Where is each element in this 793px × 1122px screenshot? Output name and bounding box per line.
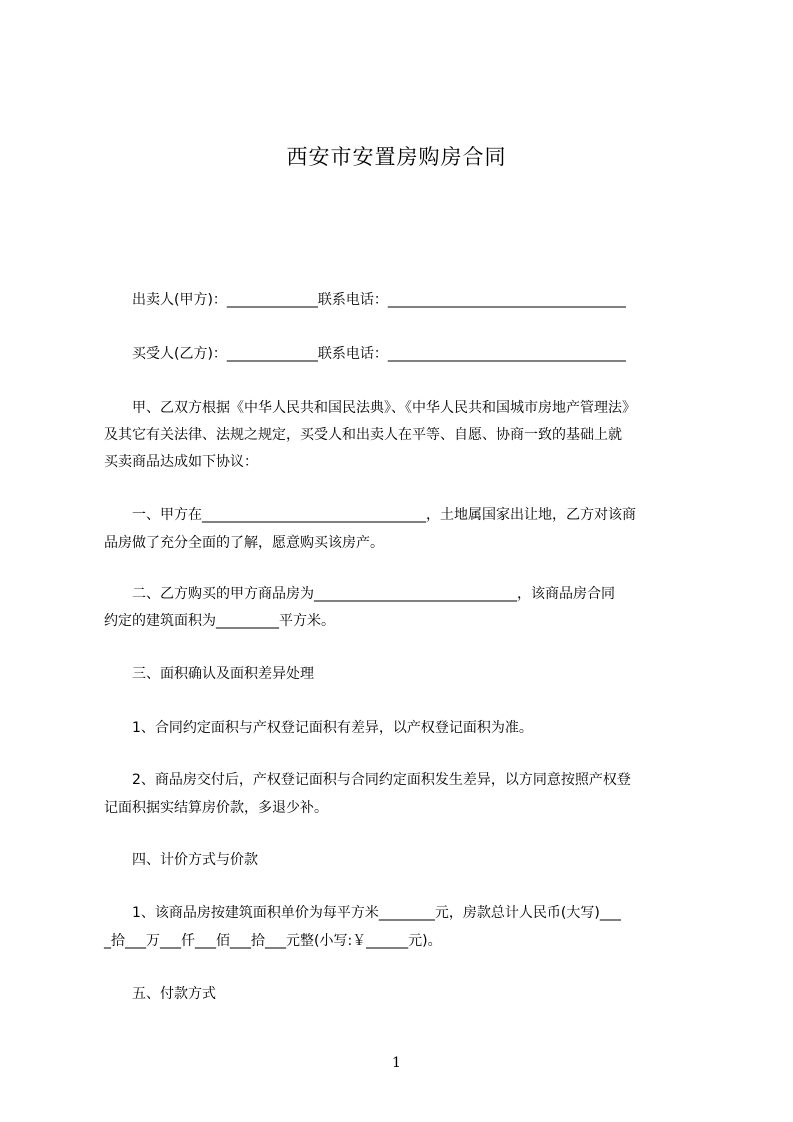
clause-3-item-2-line-1: 2、商品房交付后，产权登记面积与合同约定面积发生差异，以方同意按照产权登 — [104, 772, 631, 788]
clause-1-line-2: 品房做了充分全面的了解，愿意购买该房产。 — [104, 535, 384, 551]
buyer-line: 买受人(乙方)：_____________联系电话：__________________________________ — [104, 346, 626, 362]
clause-2-line-2: 约定的建筑面积为_________平方米。 — [104, 613, 335, 629]
clause-4-item-1-line-1: 1、该商品房按建筑面积单价为每平方米________元，房款总计人民币(大写)___ — [104, 905, 621, 921]
clause-3-heading: 三、面积确认及面积差异处理 — [104, 666, 314, 682]
preamble-line-2: 及其它有关法律、法规之规定，买受人和出卖人在平等、自愿、协商一致的基础上就 — [104, 427, 622, 443]
page-number: 1 — [392, 1055, 401, 1071]
clause-4-heading: 四、计价方式与价款 — [104, 852, 258, 868]
clause-2-line-1: 二、乙方购买的甲方商品房为_____________________________，该商品房合同 — [104, 586, 615, 602]
preamble-line-3: 买卖商品达成如下协议： — [104, 454, 258, 470]
preamble-line-1: 甲、乙双方根据《中华人民共和国民法典》、《中华人民共和国城市房地产管理法》 — [104, 400, 636, 416]
clause-5-heading: 五、付款方式 — [104, 986, 216, 1002]
clause-3-item-1: 1、合同约定面积与产权登记面积有差异，以产权登记面积为准。 — [104, 720, 533, 736]
clause-4-item-1-line-2: _拾___万___仟___佰___拾___元整(小写:￥______元)。 — [104, 933, 442, 949]
seller-line: 出卖人(甲方)：_____________联系电话：__________________________________ — [104, 292, 626, 308]
clause-3-item-2-line-2: 记面积据实结算房价款，多退少补。 — [104, 800, 328, 816]
document-title: 西安市安置房购房合同 — [286, 145, 507, 169]
clause-1-line-1: 一、甲方在________________________________，土地属国家出让地，乙方对该商 — [104, 507, 636, 523]
